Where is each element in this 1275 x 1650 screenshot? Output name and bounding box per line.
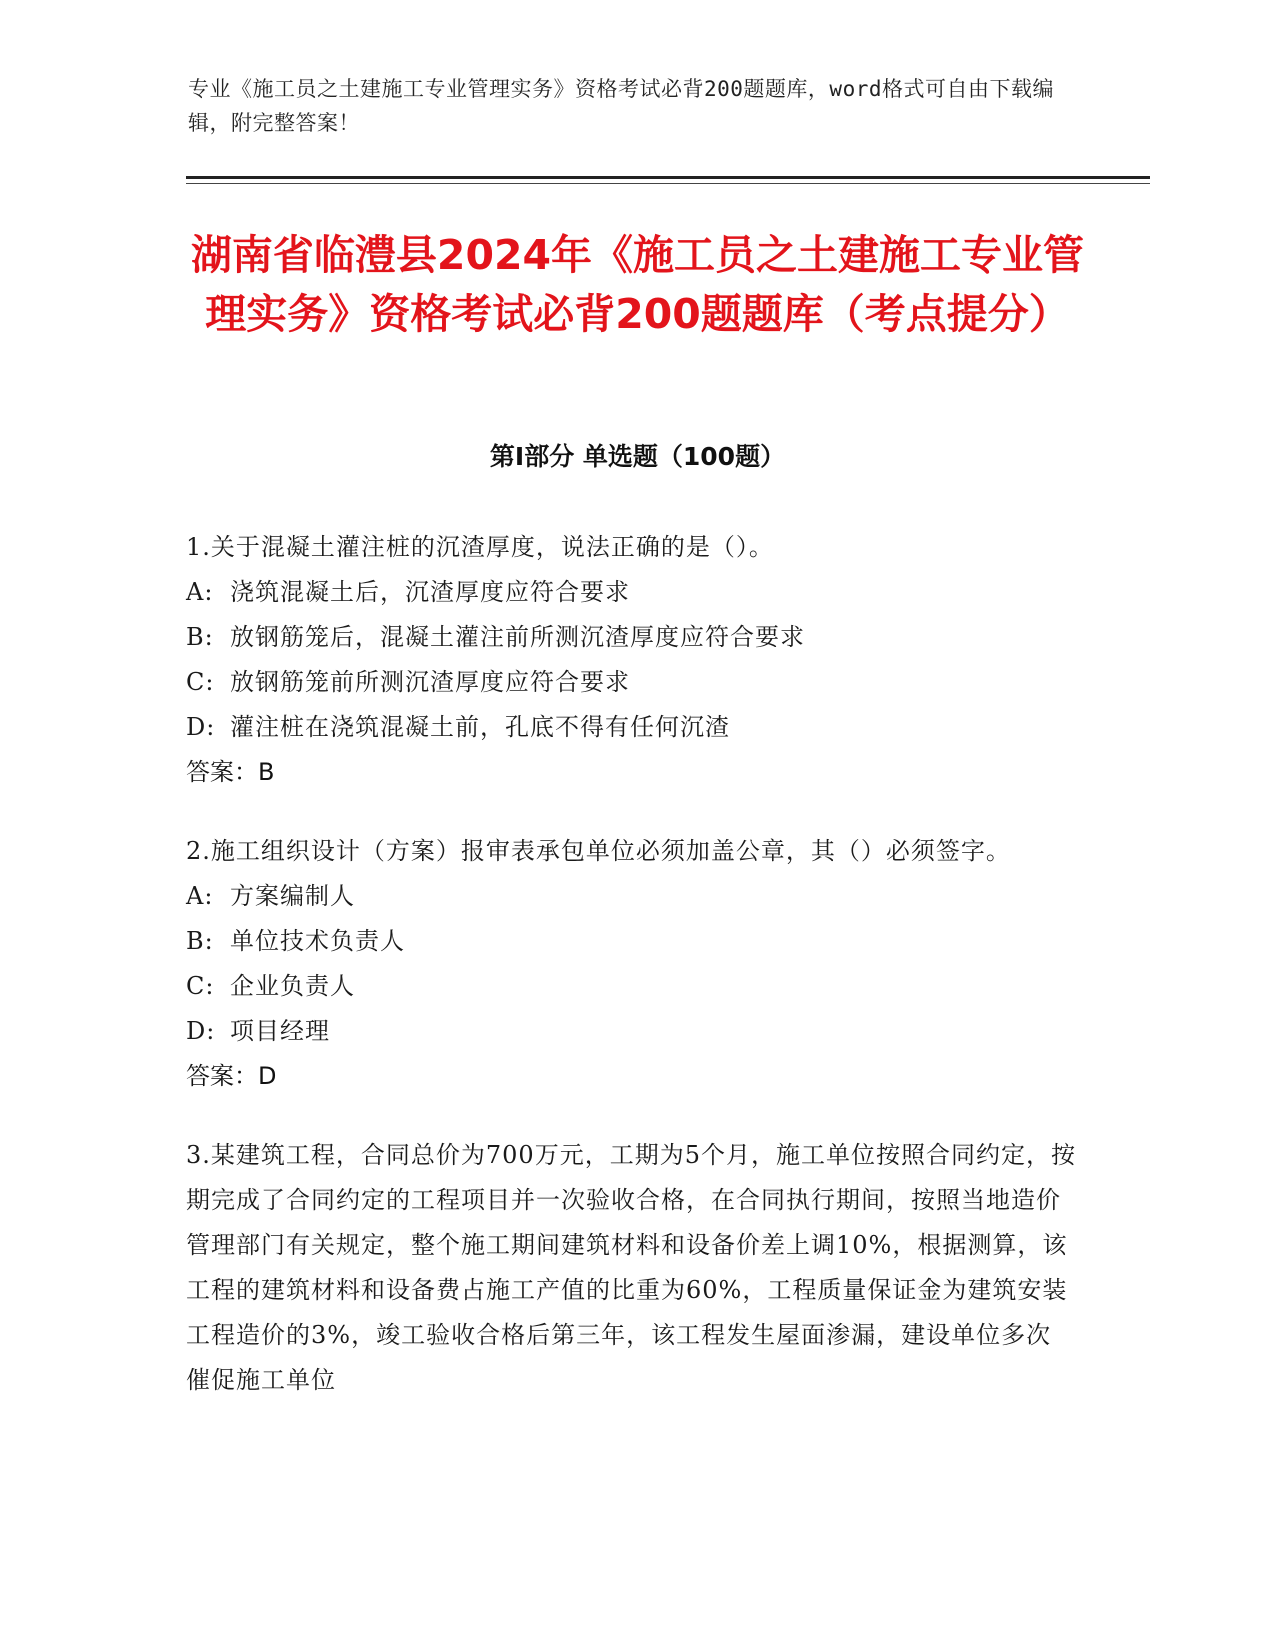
option-c [186, 660, 1076, 705]
option-key: D: [186, 1017, 216, 1045]
document-title: 湖南省临澧县2024年《施工员之土建施工专业管理实务》资格考试必背200题题库（考点提分） [190, 231, 1085, 338]
option-d [186, 1009, 1076, 1054]
question-item [186, 1133, 1076, 1403]
option-text: 浇筑混凝土后，沉渣厚度应符合要求 [230, 578, 630, 606]
option-key: C: [186, 668, 215, 696]
option-key: D: [186, 713, 216, 741]
option-key: A: [186, 882, 214, 910]
question-item [186, 829, 1076, 1099]
option-text: 灌注桩在浇筑混凝土前，孔底不得有任何沉渣 [230, 713, 730, 741]
question-item [186, 525, 1076, 795]
option-text: 放钢筋笼前所测沉渣厚度应符合要求 [230, 668, 630, 696]
question-stem: 3.某建筑工程，合同总价为700万元，工期为5个月，施工单位按照合同约定，按期完成了合同约定的工程项目并一次验收合格，在合同执行期间，按照当地造价管理部门有关规定，整个施工期间建筑材料和设备价差上调10%，根据测算，该工程的建筑材料和设备费占施工产值的比重为60%，工程质量保证金为建筑安装工程造价的3%，竣工验收合格后第三年，该工程发生屋面渗漏，建设单位多次催促施工单位 [186, 1141, 1076, 1394]
option-text: 放钢筋笼后，混凝土灌注前所测沉渣厚度应符合要求 [230, 623, 805, 651]
question-stem: 2.施工组织设计（方案）报审表承包单位必须加盖公章，其（）必须签字。 [186, 837, 1011, 865]
option-key: A: [186, 578, 214, 606]
option-key: B: [186, 927, 214, 955]
option-b [186, 919, 1076, 964]
section-heading: 第I部分 单选题（100题） [489, 442, 786, 471]
header-divider-thin [186, 183, 1150, 184]
option-text: 企业负责人 [230, 972, 355, 1000]
answer-line: 答案：D [186, 1062, 277, 1090]
option-a [186, 874, 1076, 919]
option-key: B: [186, 623, 214, 651]
answer-line: 答案：B [186, 758, 275, 786]
option-key: C: [186, 972, 215, 1000]
option-a [186, 570, 1076, 615]
option-b [186, 615, 1076, 660]
option-text: 单位技术负责人 [230, 927, 405, 955]
option-d [186, 705, 1076, 750]
option-text: 项目经理 [230, 1017, 330, 1045]
option-c [186, 964, 1076, 1009]
question-stem: 1.关于混凝土灌注桩的沉渣厚度，说法正确的是（）。 [186, 533, 774, 561]
question-list [186, 525, 1076, 1437]
option-text: 方案编制人 [230, 882, 355, 910]
header-note: 专业《施工员之土建施工专业管理实务》资格考试必背200题题库，word格式可自由下载编辑，附完整答案！ [188, 77, 1054, 135]
header-divider-thick [186, 176, 1150, 179]
